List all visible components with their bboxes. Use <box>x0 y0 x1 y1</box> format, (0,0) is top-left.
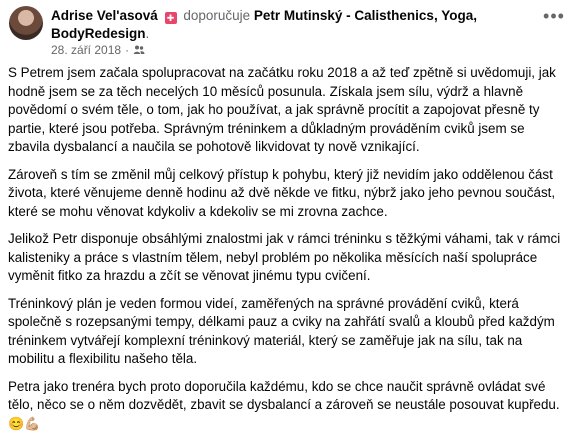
recommend-verb: doporučuje <box>183 8 251 23</box>
post-paragraph: Zároveň s tím se změnil můj celkový přístup k pohybu, který již nevidím jako oddělenou část života, které věnujeme denně hodinu až dvě někde ve fitku, nýbrž jako jeho pevnou součást, které se mohu věnovat kdykoliv a kdekoliv se mi zrovna zachce. <box>8 166 556 219</box>
post-header <box>51 7 531 43</box>
post-paragraph: Jelikož Petr disponuje obsáhlými znalostmi jak v rámci tréninku s těžkými váhami, tak v rámci kalisteniky a práce s vlastním tělem, nebyl problém po několika měsících naší spolupráce vyměnit fitko za hrazdu a zčít se věnovat jinému typu cvičení. <box>8 231 561 283</box>
date-separator: · <box>125 43 130 57</box>
page-suffix: . <box>145 26 150 41</box>
post-date[interactable]: 28. září 2018 <box>51 43 122 57</box>
post-paragraph: S Petrem jsem začala spolupracovat na začátku roku 2018 a až teď zpětně si uvědomuji, jak hodně jsem se za těch necelých 10 měsíců posunula. Získala jsem sílu, výdrž a hlavně povědomí o svém těle, o tom, jak ho používat, a jak správně procítit a zapojovat přesně ty partie, které jsou potřeba. Správným tréninkem a důkladným prováděním cviků jsem se zbavila dysbalancí a naučila se pohotově likvidovat ty nově vznikající. <box>8 65 556 154</box>
post-paragraph: Tréninkový plán je veden formou videí, zaměřených na správné provádění cviků, která společně s rozepsanými tempy, délkami pauz a cviky na zahřátí svalů a kloubů před každým tréninkem vytvářejí komplexní tréninkový materiál, který se zaměřuje jak na sílu, tak na mobilitu a flexibilitu našeho těla. <box>8 295 555 366</box>
page-name-link[interactable]: Petr Mutinský - Calisthenics, Yoga, BodyRedesign <box>51 8 477 41</box>
recommend-icon: ✚ <box>165 12 177 24</box>
post-paragraph <box>8 378 564 434</box>
author-name[interactable]: Adrise Vel'asová <box>51 8 158 23</box>
post-meta <box>51 43 145 59</box>
author-avatar[interactable] <box>9 6 43 40</box>
more-options-button[interactable]: ••• <box>543 6 565 26</box>
post-paragraph-text: Petra jako trenéra bych proto doporučila každému, kdo se chce naučit správně ovládat své tělo, něco se o něm dozvědět, zbavit se dysbalancí a zároveň se neustále posouvat kupředu. <box>8 378 560 412</box>
post-body <box>8 64 564 442</box>
smile-muscle-emoji: 😊💪🏼 <box>8 415 41 431</box>
friends-icon <box>133 44 145 59</box>
